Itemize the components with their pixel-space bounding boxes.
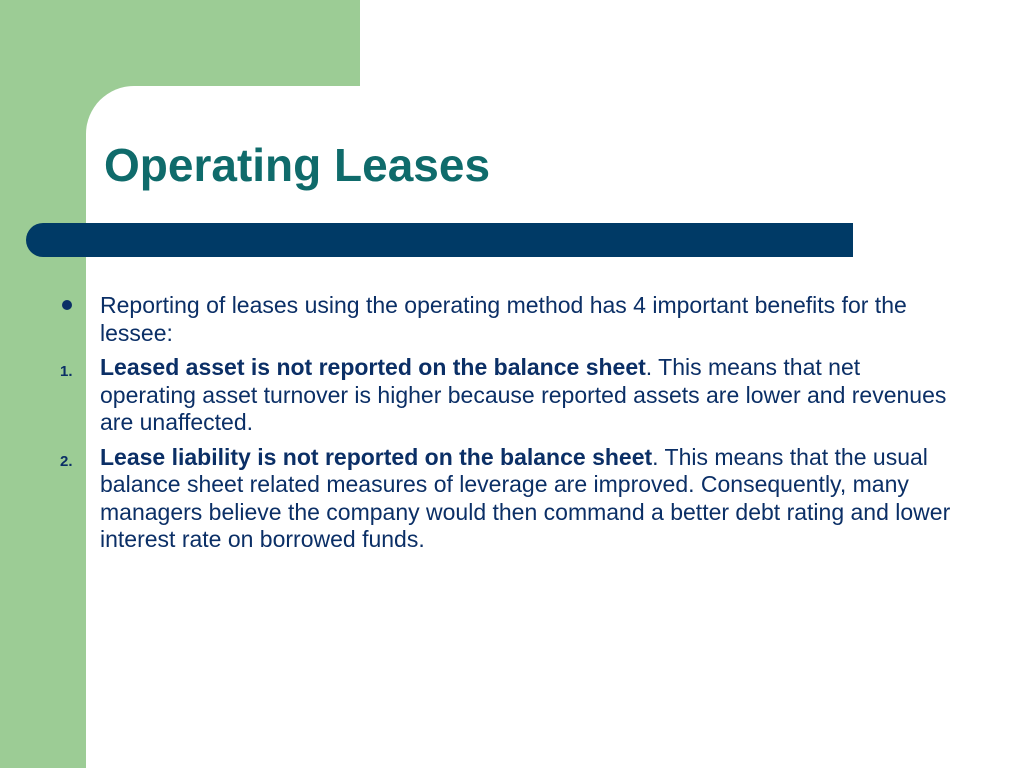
slide-title: Operating Leases: [104, 139, 491, 191]
numbered-item-2: [60, 444, 960, 554]
title-underline-bar: [26, 223, 853, 257]
list-number: 2.: [60, 452, 73, 470]
list-number: 1.: [60, 363, 73, 380]
bullet-item-intro: [60, 292, 960, 347]
bullet-icon: [62, 300, 72, 310]
slide-body: [60, 292, 960, 561]
item-heading: Lease liability is not reported on the balance sheet: [100, 443, 653, 470]
numbered-item-1: [60, 354, 960, 437]
item-heading: Leased asset is not reported on the balance sheet: [100, 354, 646, 380]
item-text: . This means that net operating asset turnover is higher because reported assets are lower and revenues are unaffected.: [100, 354, 947, 435]
item-text: . This means that the usual balance sheet related measures of leverage are improved. Consequently, many managers believe the company would then command a better debt rating and lower interest rate on borrowed funds.: [100, 443, 951, 552]
intro-text: Reporting of leases using the operating method has 4 important benefits for the lessee:: [100, 292, 907, 346]
